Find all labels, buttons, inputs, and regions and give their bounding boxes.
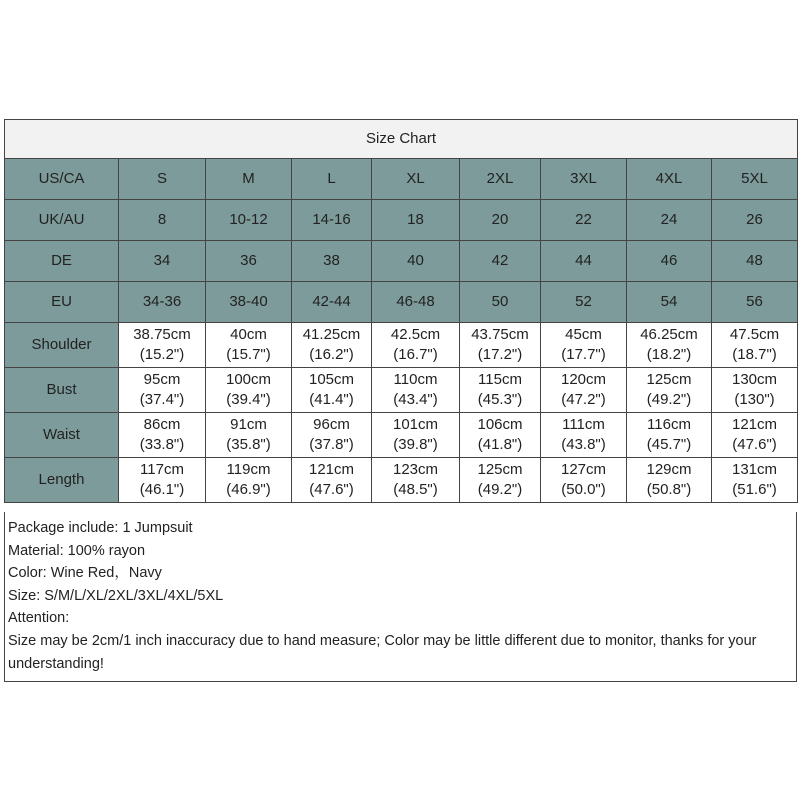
cm-value: 106cm bbox=[477, 416, 523, 433]
measure-cell bbox=[372, 323, 460, 368]
inch-value: (15.7") bbox=[226, 346, 271, 363]
chart-title: Size Chart bbox=[5, 120, 798, 159]
measure-cell bbox=[372, 458, 460, 503]
measure-row-waist bbox=[5, 413, 798, 458]
measure-cell bbox=[119, 368, 206, 413]
cm-value: 120cm bbox=[560, 371, 607, 388]
measure-cell bbox=[206, 413, 292, 458]
inch-value: (37.8") bbox=[309, 436, 354, 453]
measure-cell bbox=[206, 458, 292, 503]
package-note: Package include: 1 Jumpsuit bbox=[8, 520, 193, 536]
size-cell: 56 bbox=[712, 282, 798, 323]
size-cell: 20 bbox=[460, 200, 541, 241]
inch-value: (18.2") bbox=[646, 346, 692, 363]
measure-cell bbox=[541, 458, 627, 503]
size-cell: 54 bbox=[627, 282, 712, 323]
size-cell: XL bbox=[372, 159, 460, 200]
row-label: UK/AU bbox=[5, 200, 119, 241]
inch-value: (48.5") bbox=[393, 481, 438, 498]
size-cell: 48 bbox=[712, 241, 798, 282]
size-cell: 52 bbox=[541, 282, 627, 323]
size-cell: 38-40 bbox=[206, 282, 292, 323]
size-cell: 34 bbox=[119, 241, 206, 282]
inch-value: (37.4") bbox=[139, 391, 185, 408]
inch-value: (47.2") bbox=[561, 391, 606, 408]
cm-value: 42.5cm bbox=[390, 326, 441, 343]
cm-value: 115cm bbox=[478, 371, 522, 388]
inch-value: (17.2") bbox=[477, 346, 523, 363]
row-label: US/CA bbox=[5, 159, 119, 200]
measure-cell bbox=[292, 368, 372, 413]
measure-cell bbox=[627, 368, 712, 413]
size-cell: 24 bbox=[627, 200, 712, 241]
row-label: EU bbox=[5, 282, 119, 323]
cm-value: 127cm bbox=[560, 461, 607, 478]
cm-value: 101cm bbox=[392, 416, 439, 433]
cm-value: 47.5cm bbox=[729, 326, 780, 343]
product-notes bbox=[4, 512, 797, 682]
inch-value: (43.8") bbox=[561, 436, 606, 453]
inch-value: (35.8") bbox=[226, 436, 271, 453]
inch-value: (41.4") bbox=[309, 391, 354, 408]
measure-cell bbox=[541, 413, 627, 458]
cm-value: 129cm bbox=[646, 461, 692, 478]
size-row-us-ca bbox=[5, 159, 798, 200]
measure-cell bbox=[627, 458, 712, 503]
measure-cell bbox=[712, 323, 798, 368]
size-cell: 26 bbox=[712, 200, 798, 241]
measure-cell bbox=[119, 323, 206, 368]
measure-cell bbox=[372, 413, 460, 458]
size-cell: S bbox=[119, 159, 206, 200]
size-cell: 44 bbox=[541, 241, 627, 282]
inch-value: (51.6") bbox=[732, 481, 777, 498]
cm-value: 110cm bbox=[393, 371, 438, 388]
inch-value: (16.2") bbox=[309, 346, 354, 363]
inch-value: (49.2") bbox=[477, 481, 523, 498]
disclaimer-note: Size may be 2cm/1 inch inaccuracy due to hand measure; Color may be little different due to monitor, thanks for your understanding! bbox=[8, 632, 757, 672]
cm-value: 95cm bbox=[143, 371, 181, 388]
measure-cell bbox=[712, 413, 798, 458]
inch-value: (16.7") bbox=[393, 346, 438, 363]
cm-value: 38.75cm bbox=[133, 326, 191, 343]
measure-cell bbox=[460, 323, 541, 368]
color-note: Color: Wine Red，Navy bbox=[8, 565, 162, 582]
measure-cell bbox=[460, 368, 541, 413]
cm-value: 41.25cm bbox=[302, 326, 361, 343]
measure-cell bbox=[292, 323, 372, 368]
row-label: Length bbox=[5, 458, 119, 503]
size-cell: 36 bbox=[206, 241, 292, 282]
inch-value: (45.3") bbox=[477, 391, 523, 408]
measure-cell bbox=[712, 458, 798, 503]
measure-cell bbox=[292, 413, 372, 458]
measure-cell bbox=[541, 368, 627, 413]
size-row-eu bbox=[5, 282, 798, 323]
size-note: Size: S/M/L/XL/2XL/3XL/4XL/5XL bbox=[8, 587, 224, 604]
cm-value: 43.75cm bbox=[471, 326, 529, 343]
inch-value: (17.7") bbox=[561, 346, 606, 363]
cm-value: 111cm bbox=[562, 416, 605, 433]
cm-value: 100cm bbox=[225, 371, 272, 388]
measure-cell bbox=[460, 413, 541, 458]
size-cell: 40 bbox=[372, 241, 460, 282]
inch-value: (39.8") bbox=[393, 436, 438, 453]
inch-value: (49.2") bbox=[646, 391, 692, 408]
size-cell: 38 bbox=[292, 241, 372, 282]
measure-row-bust bbox=[5, 368, 798, 413]
inch-value: (46.1") bbox=[139, 481, 185, 498]
material-note: Material: 100% rayon bbox=[8, 542, 146, 559]
size-cell: 22 bbox=[541, 200, 627, 241]
size-cell: 4XL bbox=[627, 159, 712, 200]
size-cell: 46-48 bbox=[372, 282, 460, 323]
measure-cell bbox=[372, 368, 460, 413]
inch-value: (39.4") bbox=[226, 391, 271, 408]
size-cell: 10-12 bbox=[206, 200, 292, 241]
inch-value: (130") bbox=[734, 391, 775, 408]
size-cell: M bbox=[206, 159, 292, 200]
row-label: Shoulder bbox=[5, 323, 119, 368]
row-label: Bust bbox=[5, 368, 119, 413]
size-cell: 46 bbox=[627, 241, 712, 282]
inch-value: (41.8") bbox=[477, 436, 523, 453]
cm-value: 117cm bbox=[140, 461, 184, 478]
size-cell: 8 bbox=[119, 200, 206, 241]
size-cell: 18 bbox=[372, 200, 460, 241]
cm-value: 45cm bbox=[565, 326, 602, 343]
cm-value: 130cm bbox=[731, 371, 778, 388]
size-cell: 14-16 bbox=[292, 200, 372, 241]
cm-value: 86cm bbox=[143, 416, 181, 433]
cm-value: 119cm bbox=[226, 461, 271, 478]
inch-value: (15.2") bbox=[139, 346, 185, 363]
cm-value: 121cm bbox=[731, 416, 778, 433]
size-cell: 3XL bbox=[541, 159, 627, 200]
size-cell: 50 bbox=[460, 282, 541, 323]
measure-row-length bbox=[5, 458, 798, 503]
size-cell: L bbox=[292, 159, 372, 200]
size-row-de bbox=[5, 241, 798, 282]
cm-value: 125cm bbox=[646, 371, 692, 388]
cm-value: 121cm bbox=[308, 461, 355, 478]
measure-cell bbox=[119, 458, 206, 503]
inch-value: (43.4") bbox=[393, 391, 438, 408]
cm-value: 96cm bbox=[313, 416, 350, 433]
inch-value: (50.0") bbox=[561, 481, 606, 498]
attention-label: Attention: bbox=[8, 610, 70, 627]
measure-cell bbox=[119, 413, 206, 458]
size-cell: 34-36 bbox=[119, 282, 206, 323]
inch-value: (33.8") bbox=[139, 436, 185, 453]
measure-cell bbox=[460, 458, 541, 503]
cm-value: 116cm bbox=[647, 416, 691, 433]
measure-cell bbox=[712, 368, 798, 413]
inch-value: (45.7") bbox=[646, 436, 692, 453]
size-cell: 2XL bbox=[460, 159, 541, 200]
cm-value: 46.25cm bbox=[640, 326, 698, 343]
inch-value: (47.6") bbox=[732, 436, 777, 453]
inch-value: (50.8") bbox=[646, 481, 692, 498]
cm-value: 131cm bbox=[731, 461, 778, 478]
cm-value: 123cm bbox=[392, 461, 439, 478]
inch-value: (46.9") bbox=[226, 481, 271, 498]
measure-cell bbox=[206, 323, 292, 368]
size-cell: 42 bbox=[460, 241, 541, 282]
measure-cell bbox=[627, 323, 712, 368]
measure-cell bbox=[541, 323, 627, 368]
cm-value: 105cm bbox=[308, 371, 355, 388]
measure-cell bbox=[627, 413, 712, 458]
size-cell: 5XL bbox=[712, 159, 798, 200]
measure-row-shoulder bbox=[5, 323, 798, 368]
size-chart-table bbox=[4, 119, 798, 503]
cm-value: 40cm bbox=[230, 326, 267, 343]
inch-value: (18.7") bbox=[732, 346, 777, 363]
size-cell: 42-44 bbox=[292, 282, 372, 323]
cm-value: 125cm bbox=[477, 461, 523, 478]
measure-cell bbox=[292, 458, 372, 503]
cm-value: 91cm bbox=[230, 416, 267, 433]
row-label: Waist bbox=[5, 413, 119, 458]
inch-value: (47.6") bbox=[309, 481, 354, 498]
measure-cell bbox=[206, 368, 292, 413]
row-label: DE bbox=[5, 241, 119, 282]
size-row-uk-au bbox=[5, 200, 798, 241]
